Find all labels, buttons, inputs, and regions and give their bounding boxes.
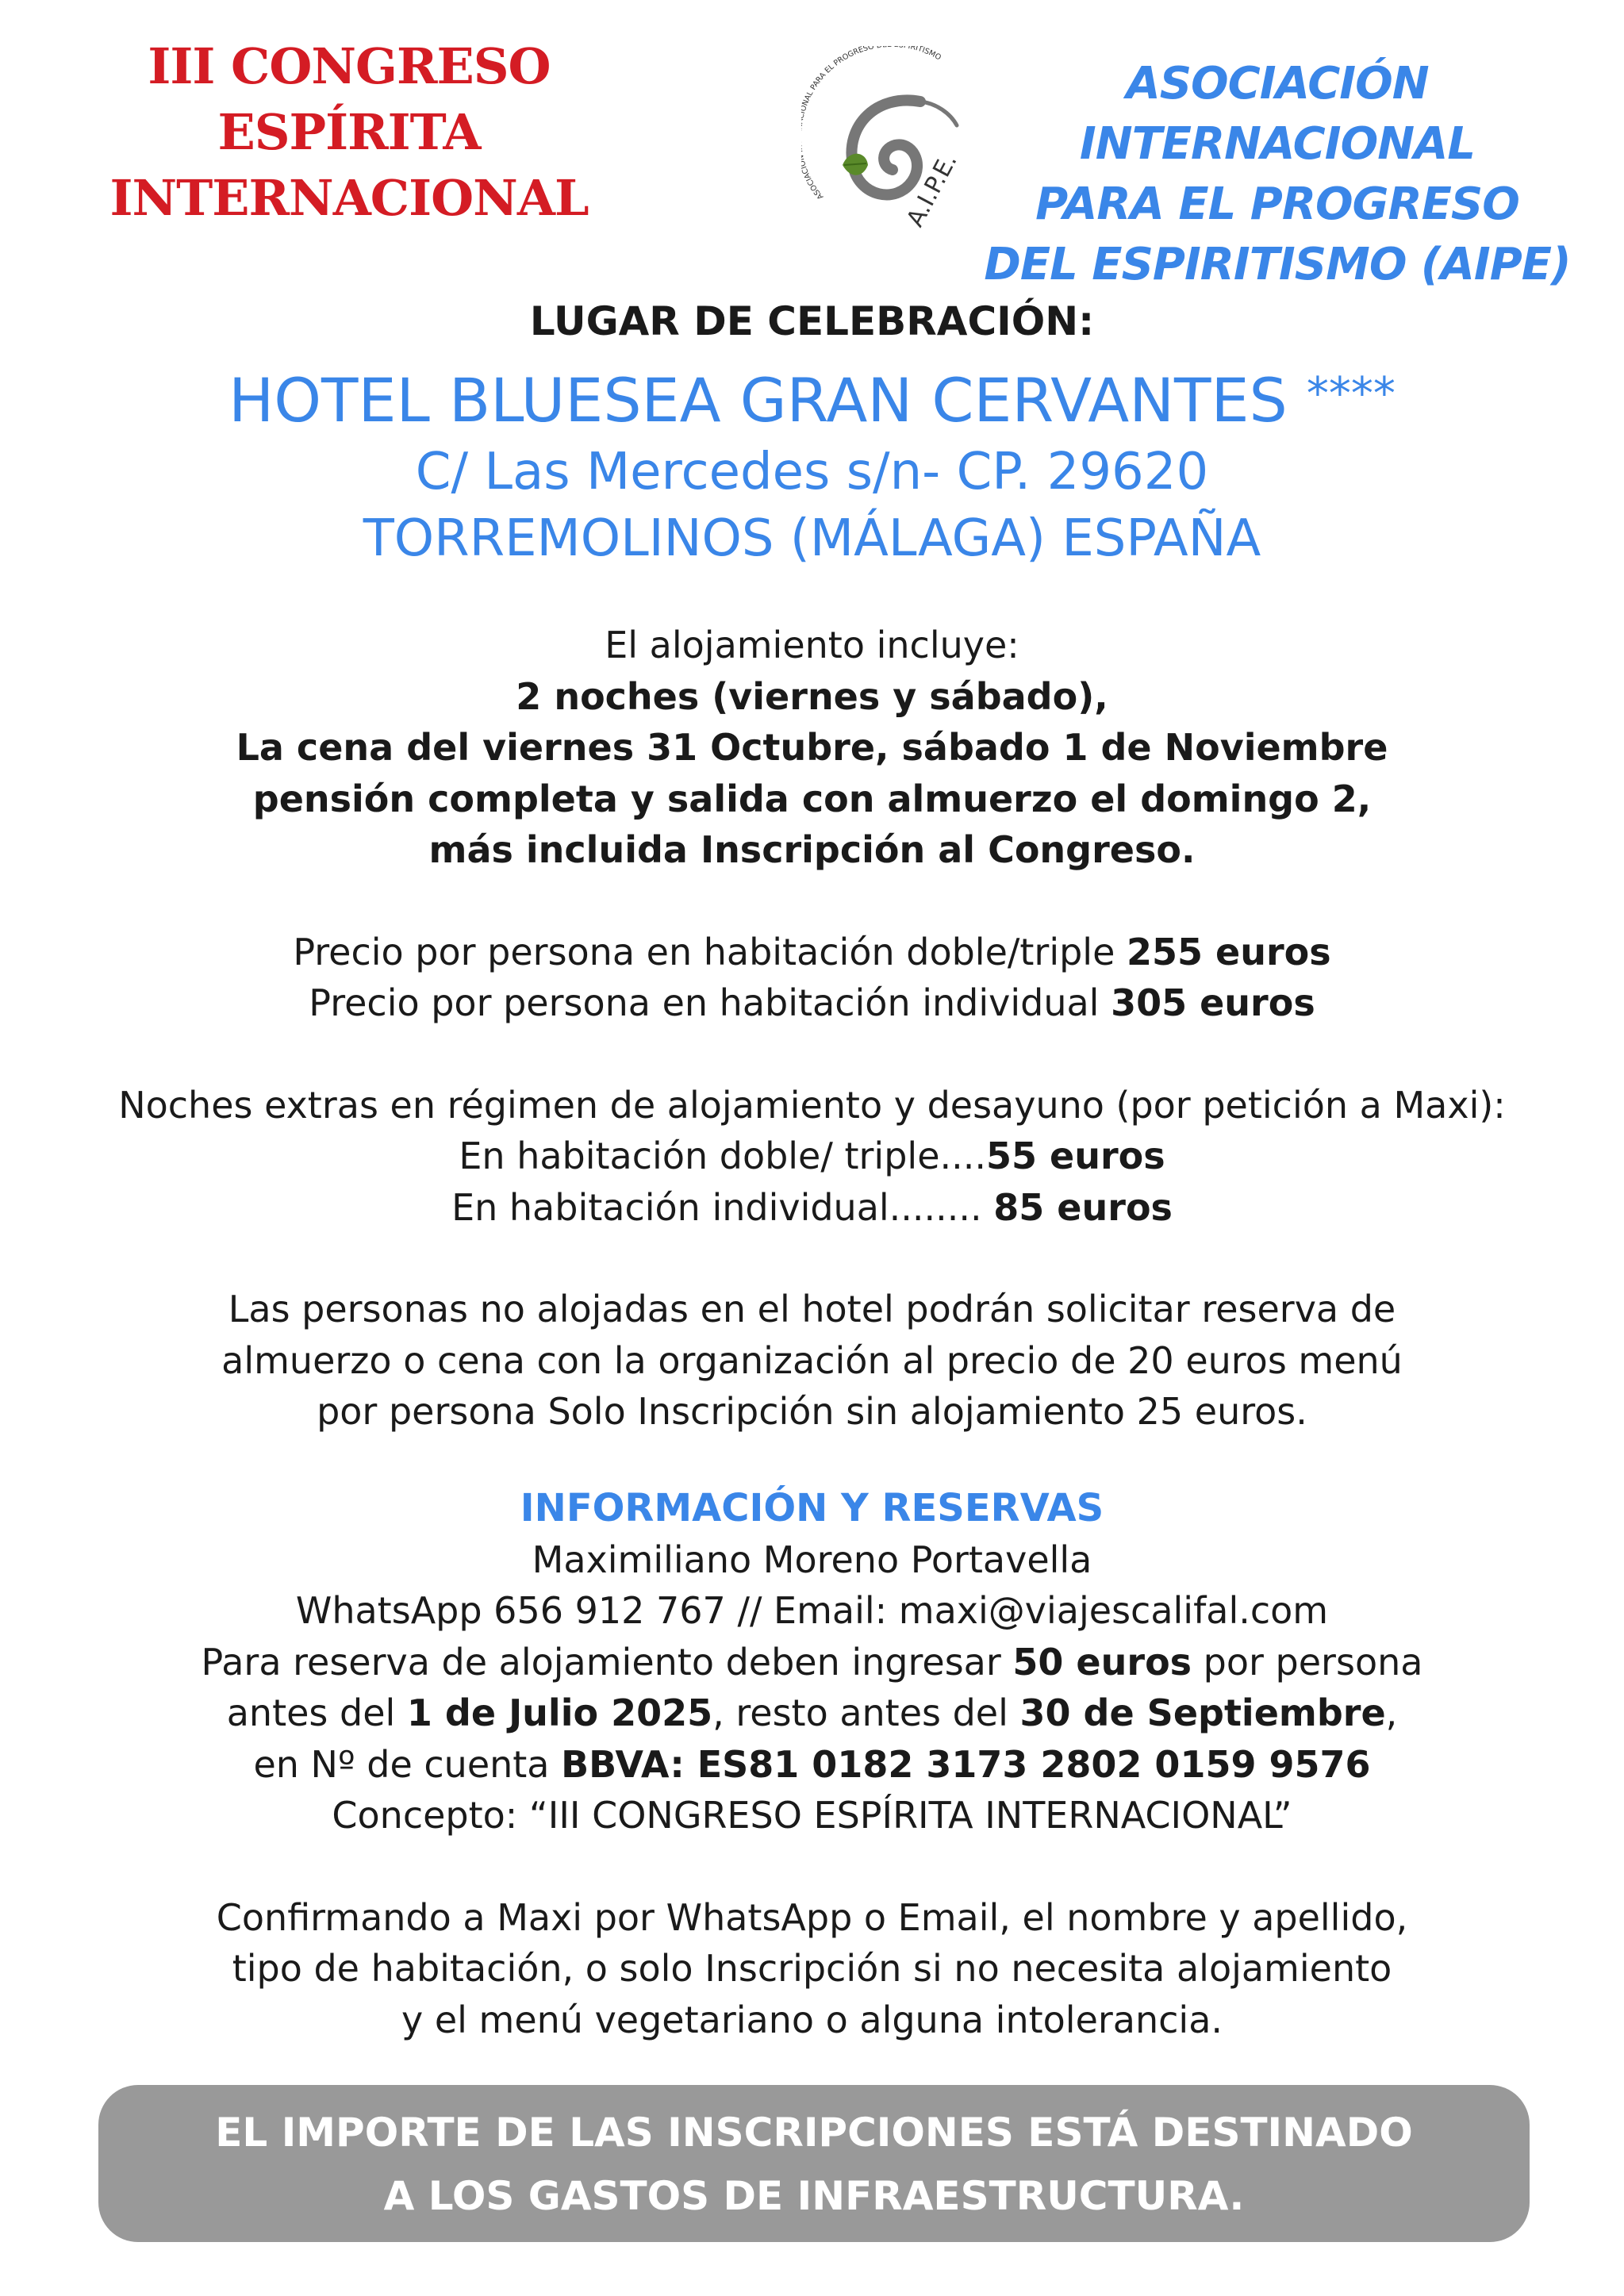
deposit-line xyxy=(0,1637,1624,1688)
non-guests-line: por persona Solo Inscripción sin alojamiento 25 euros. xyxy=(317,1390,1307,1433)
confirmation-line: y el menú vegetariano o alguna intolerancia. xyxy=(401,1998,1223,2041)
association-title-line: DEL ESPIRITISMO (AIPE) xyxy=(984,239,1571,290)
non-guests-line: almuerzo o cena con la organización al precio de 20 euros menú xyxy=(221,1338,1403,1382)
non-guests-line: Las personas no alojadas en el hotel podrán solicitar reserva de xyxy=(228,1288,1396,1330)
includes-line: más incluida Inscripción al Congreso. xyxy=(428,828,1196,871)
includes-line: 2 noches (viernes y sábado), xyxy=(516,674,1108,718)
contact-line: WhatsApp 656 912 767 // Email: maxi@viajescalifal.com xyxy=(295,1589,1329,1632)
extra-nights-section xyxy=(0,1080,1624,1234)
deposit-amount: 50 euros xyxy=(1012,1640,1192,1684)
banner-line: EL IMPORTE DE LAS INSCRIPCIONES ESTÁ DESTINADO xyxy=(215,2110,1413,2156)
extra-single-label: En habitación individual........ xyxy=(451,1185,994,1229)
dates-post: , xyxy=(1385,1691,1398,1734)
dates-pre: antes del xyxy=(226,1691,407,1734)
date-first: 1 de Julio 2025 xyxy=(406,1691,713,1734)
association-title xyxy=(976,54,1579,295)
extra-double-value: 55 euros xyxy=(985,1135,1165,1177)
banner-line: A LOS GASTOS DE INFRAESTRUCTURA. xyxy=(383,2173,1245,2219)
price-single xyxy=(0,977,1624,1029)
extra-double-label: En habitación doble/ triple.... xyxy=(459,1135,986,1177)
congress-title-line: INTERNACIONAL xyxy=(109,169,589,227)
price-double-label: Precio por persona en habitación doble/triple xyxy=(293,930,1127,973)
contact-name: Maximiliano Moreno Portavella xyxy=(532,1538,1092,1581)
hotel-name-text: HOTEL BLUESEA GRAN CERVANTES xyxy=(228,365,1288,436)
main-content xyxy=(0,290,1624,2045)
congress-title-line: III CONGRESO xyxy=(148,37,551,95)
spiral-leaf-logo-icon xyxy=(801,46,992,244)
price-double-value: 255 euros xyxy=(1127,930,1331,973)
deposit-pre: Para reserva de alojamiento deben ingresar xyxy=(201,1640,1013,1684)
association-title-line: PARA EL PROGRESO xyxy=(1035,179,1519,230)
confirmation-line: Confirmando a Maxi por WhatsApp o Email, el nombre y apellido, xyxy=(216,1895,1408,1939)
dates-mid: , resto antes del xyxy=(712,1691,1020,1734)
aipe-logo xyxy=(801,46,992,244)
hotel-name xyxy=(0,356,1624,439)
confirmation-line: tipo de habitación, o solo Inscripción si no necesita alojamiento xyxy=(232,1947,1392,1990)
info-section xyxy=(0,1482,1624,1841)
extra-single-value: 85 euros xyxy=(993,1185,1173,1229)
date-second: 30 de Septiembre xyxy=(1019,1691,1386,1734)
price-double xyxy=(0,927,1624,978)
svg-text:ASOCIACIÓN INTERNACIONAL PARA xyxy=(801,46,943,201)
hotel-city: TORREMOLINOS (MÁLAGA) ESPAÑA xyxy=(363,509,1261,568)
concept-line: Concepto: “III CONGRESO ESPÍRITA INTERNACIONAL” xyxy=(332,1794,1292,1837)
includes-line: pensión completa y salida con almuerzo el domingo 2, xyxy=(252,777,1372,820)
hotel-stars: **** xyxy=(1306,368,1396,420)
deposit-post: por persona xyxy=(1192,1640,1423,1684)
extra-single xyxy=(0,1182,1624,1234)
info-heading: INFORMACIÓN Y RESERVAS xyxy=(520,1485,1104,1530)
price-single-value: 305 euros xyxy=(1111,981,1315,1024)
congress-title xyxy=(95,33,603,231)
account-number: BBVA: ES81 0182 3173 2802 0159 9576 xyxy=(561,1742,1371,1786)
prices-section xyxy=(0,927,1624,1029)
account-line xyxy=(0,1739,1624,1791)
dates-line xyxy=(0,1687,1624,1739)
includes-line: La cena del viernes 31 Octubre, sábado 1 de Noviembre xyxy=(236,726,1388,769)
extra-double xyxy=(0,1131,1624,1182)
hotel-address: C/ Las Mercedes s/n- CP. 29620 xyxy=(415,443,1209,501)
account-pre: en Nº de cuenta xyxy=(253,1742,562,1786)
price-single-label: Precio por persona en habitación individual xyxy=(309,981,1111,1024)
association-title-line: ASOCIACIÓN INTERNACIONAL xyxy=(1079,58,1476,170)
congress-title-line: ESPÍRITA xyxy=(217,103,481,161)
venue-label: LUGAR DE CELEBRACIÓN: xyxy=(529,298,1095,344)
includes-section xyxy=(0,620,1624,876)
logo-arc-text: ASOCIAC NAL PARA EL PROGRESO IRITISMO xyxy=(801,46,943,202)
infrastructure-banner xyxy=(98,2085,1530,2242)
confirmation-section xyxy=(0,1892,1624,2046)
non-guests-section xyxy=(0,1284,1624,1438)
includes-intro: El alojamiento incluye: xyxy=(605,624,1019,666)
extra-nights-intro: Noches extras en régimen de alojamiento y desayuno (por petición a Maxi): xyxy=(118,1083,1506,1127)
logo-initials: A.I.P.E. xyxy=(901,148,963,232)
